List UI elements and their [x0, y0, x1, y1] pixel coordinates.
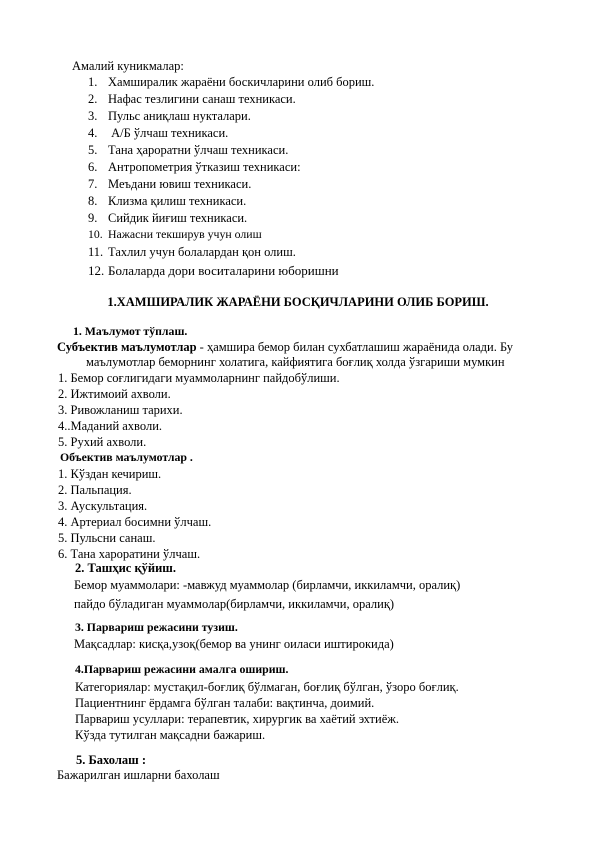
list-item: 3. Ривожланиш тарихи. [58, 403, 183, 417]
list-text: Болаларда дори воситаларини юборишни [108, 263, 339, 278]
step4-line: Парвариш усуллари: терапевтик, хирургик ва хаётий эхтиёж. [75, 712, 400, 726]
list-number: 9. [88, 211, 98, 225]
subjective-text: - ҳамшира бемор билан сухбатлашиш жараёнида олади. Бу [196, 340, 514, 354]
list-number: 6. [88, 160, 98, 174]
list-number: 10. [88, 227, 103, 241]
list-number: 4. [88, 126, 98, 140]
list-text: Антропометрия ўтказиш техникаси: [108, 160, 301, 174]
list-item [88, 76, 374, 89]
list-item [88, 229, 262, 241]
list-item: 5. Пульсни санаш. [58, 531, 156, 545]
list-item [88, 127, 228, 140]
list-item: 6. Тана хароратини ўлчаш. [58, 547, 201, 561]
list-item: 4..Маданий ахволи. [58, 419, 163, 433]
list-text: Нажасни текширув учун олиш [108, 227, 262, 241]
list-text: Тахлил учун болалардан қон олиш. [108, 245, 296, 259]
list-text: Тана ҳароратни ўлчаш техникаси. [108, 143, 289, 157]
step4-line: Категориялар: мустақил-боғлиқ бўлмаган, боғлиқ бўлган, ўзоро боғлиқ. [75, 680, 459, 694]
list-item: 5. Рухий ахволи. [58, 435, 147, 449]
list-text: Меъдани ювиш техникаси. [108, 177, 252, 191]
list-number: 11. [88, 245, 104, 259]
list-text: Клизма қилиш техникаси. [108, 194, 247, 208]
step3-line: Мақсадлар: кисқа,узоқ(бемор ва унинг оиласи иштирокида) [74, 637, 394, 651]
list-item [88, 93, 296, 106]
subjective-label: Субъектив маълумотлар [57, 340, 197, 354]
step5-line: Бажарилган ишларни бахолаш [57, 768, 220, 782]
step2-heading: 2. Ташҳис қўйиш. [75, 561, 176, 575]
step3-heading: 3. Парвариш режасини тузиш. [75, 620, 238, 634]
list-item [88, 195, 246, 208]
skills-intro: Амалий куникмалар: [72, 59, 184, 73]
step4-line: Пациентнинг ёрдамга бўлган талаби: вақтинча, доимий. [75, 696, 375, 710]
list-number: 5. [88, 143, 98, 157]
list-item: 4. Артериал босимни ўлчаш. [58, 515, 212, 529]
step2-line: пайдо бўладиган муаммолар(бирламчи, иккиламчи, оралиқ) [74, 597, 395, 611]
step4-heading: 4.Парвариш режасини амалга ошириш. [75, 662, 289, 676]
list-item: 1. Бемор соғлигидаги муаммоларнинг пайдобўлиши. [58, 371, 340, 385]
list-number: 8. [88, 194, 98, 208]
list-item [88, 246, 296, 259]
list-number: 1. [88, 75, 98, 89]
list-text: Хамширалик жараёни боскичларини олиб бориш. [108, 75, 375, 89]
list-number: 12. [88, 263, 105, 278]
subjective-continuation: маълумотлар беморнинг холатига, кайфиятига боғлиқ холда ўзгариши мумкин [86, 355, 505, 369]
list-item: 2. Пальпация. [58, 483, 132, 497]
list-number: 7. [88, 177, 98, 191]
list-number: 2. [88, 92, 98, 106]
list-text: Сийдик йиғиш техникаси. [108, 211, 248, 225]
list-text: Нафас тезлигини санаш техникаси. [108, 92, 296, 106]
list-text: А/Б ўлчаш техникаси. [108, 126, 229, 140]
list-item [88, 144, 288, 157]
objective-label: Объектив маълумотлар . [60, 450, 193, 464]
section-title: 1.ХАМШИРАЛИК ЖАРАЁНИ БОСҚИЧЛАРИНИ ОЛИБ БОРИШ. [107, 295, 489, 309]
list-item: 2. Ижтимоий ахволи. [58, 387, 171, 401]
list-item: 3. Аускультация. [58, 499, 148, 513]
step4-line: Кўзда тутилган мақсадни бажариш. [75, 728, 266, 742]
list-item [88, 264, 339, 277]
list-number: 3. [88, 109, 98, 123]
list-text: Пульс аниқлаш нукталари. [108, 109, 251, 123]
list-item [88, 212, 247, 225]
list-item: 1. Кўздан кечириш. [58, 467, 162, 481]
list-item [88, 161, 301, 174]
subjective-line [57, 341, 513, 354]
step2-line: Бемор муаммолари: -мавжуд муаммолар (бирламчи, иккиламчи, оралиқ) [74, 578, 461, 592]
list-item [88, 178, 251, 191]
step1-heading: 1. Маълумот тўплаш. [73, 324, 188, 338]
list-item [88, 110, 251, 123]
step5-heading: 5. Бахолаш : [76, 753, 146, 767]
